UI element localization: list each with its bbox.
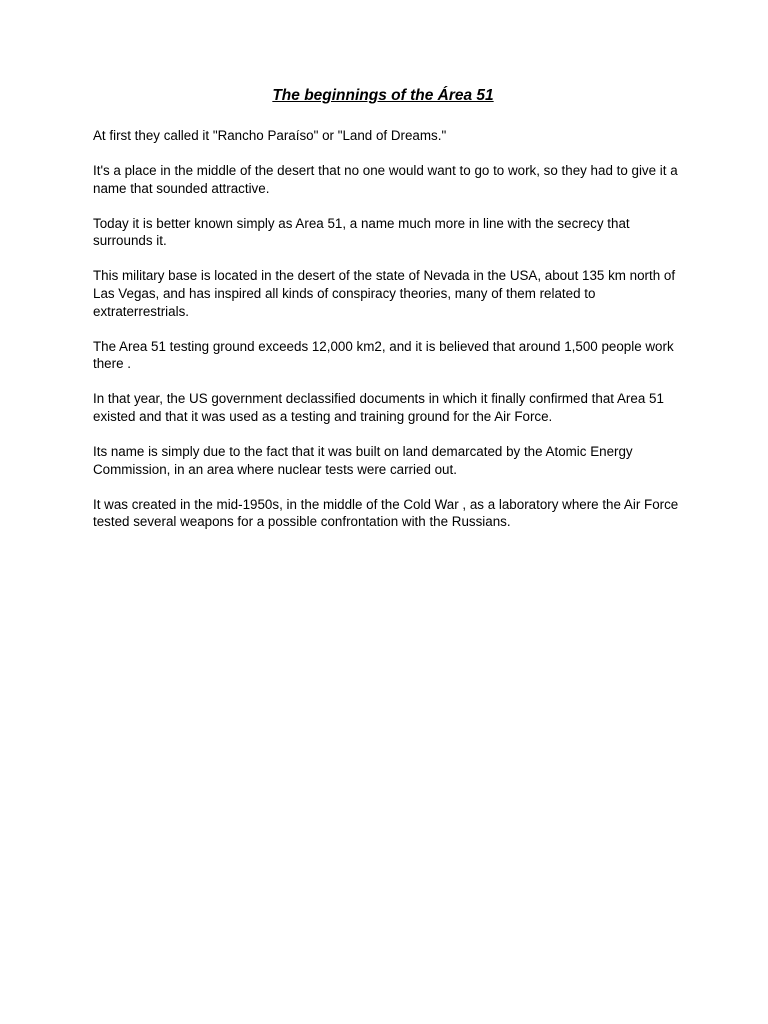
paragraph: Today it is better known simply as Area 51, a name much more in line with the secrecy that surrounds it. [93,215,630,249]
paragraph: Its name is simply due to the fact that it was built on land demarcated by the Atomic Energy Commission, in an area where nuclear tests were carried out. [93,444,633,477]
paragraph: It's a place in the middle of the desert that no one would want to go to work, so they had to give it a name that sounded attractive. [93,163,678,196]
document-title: The beginnings of the Área 51 [272,87,494,104]
paragraph: It was created in the mid-1950s, in the middle of the Cold War , as a laboratory where the Air Force tested several weapons for a possible confrontation with the Russians. [93,496,679,530]
paragraph: The Area 51 testing ground exceeds 12,000 km2, and it is believed that around 1,500 people work there . [93,338,674,372]
paragraph: This military base is located in the desert of the state of Nevada in the USA, about 135 km north of Las Vegas, and has inspired all kinds of conspiracy theories, many of them related to extraterrestrials. [93,268,676,319]
paragraph: In that year, the US government declassified documents in which it finally confirmed that Area 51 existed and that it was used as a testing and training ground for the Air Force. [93,391,664,425]
paragraph: At first they called it "Rancho Paraíso" or "Land of Dreams." [93,128,447,143]
document-body [93,127,685,549]
